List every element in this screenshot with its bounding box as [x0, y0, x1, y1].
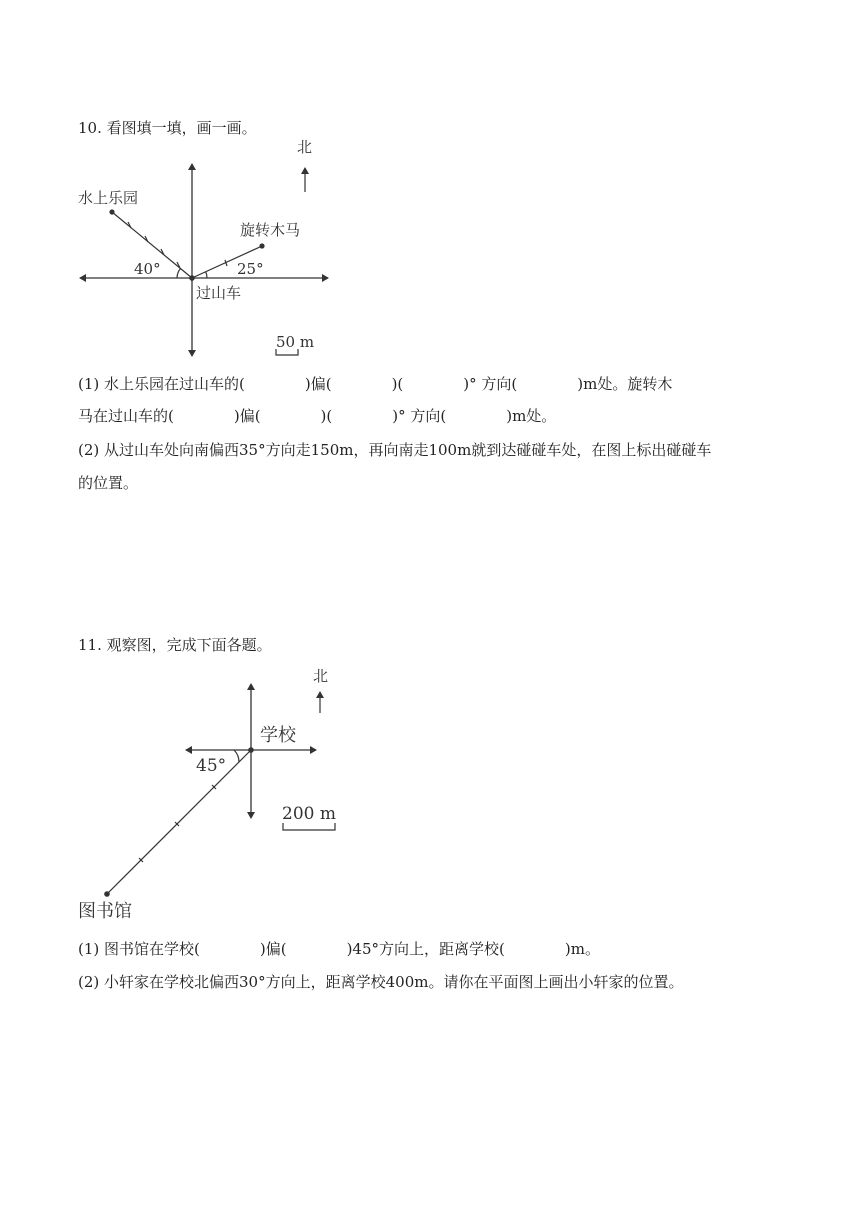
- q10-carousel-label: 旋转木马: [240, 221, 301, 239]
- q10-sub2-line1: (2) 从过山车处向南偏西35°方向走150m，再向南走100m就到达碰碰车处，在图上标出碰碰车: [78, 441, 712, 459]
- q10-water-park-label: 水上乐园: [78, 189, 139, 207]
- q10-sub1-line1: (1) 水上乐园在过山车的( )偏( )( )° 方向( )m处。旋转木: [78, 375, 673, 393]
- q11-angle-label: 45°: [196, 756, 227, 776]
- q11-library-point: [104, 891, 110, 897]
- q10-water-park-point: [109, 209, 114, 214]
- q11-center-point: [248, 747, 254, 753]
- q11-sub2: (2) 小轩家在学校北偏西30°方向上，距离学校400m。请你在平面图上画出小轩家的位置。: [78, 973, 684, 991]
- q10-center-label: 过山车: [196, 284, 242, 302]
- q10-scale-label: 50 m: [276, 333, 315, 351]
- q10-sub1-line2: 马在过山车的( )偏( )( )° 方向( )m处。: [78, 407, 557, 425]
- q10-carousel-point: [259, 243, 264, 248]
- q10-north-label: 北: [297, 138, 313, 156]
- q10-sub2-line2: 的位置。: [78, 474, 139, 492]
- q10-title: 10. 看图填一填，画一画。: [78, 119, 257, 137]
- q10-angle-a-label: 40°: [134, 260, 161, 278]
- q11-scale-bar: [283, 823, 335, 830]
- q11-north-label: 北: [313, 667, 329, 685]
- q10-angle-b-label: 25°: [237, 260, 264, 278]
- q11-sub1: (1) 图书馆在学校( )偏( )45°方向上，距离学校( )m。: [78, 940, 600, 958]
- q11-scale-label: 200 m: [282, 804, 336, 824]
- q11-center-label: 学校: [260, 725, 296, 746]
- q10-center-point: [189, 275, 195, 281]
- q11-library-label: 图书馆: [78, 901, 132, 922]
- q11-ray-library: [107, 750, 251, 894]
- q11-title: 11. 观察图，完成下面各题。: [78, 636, 272, 654]
